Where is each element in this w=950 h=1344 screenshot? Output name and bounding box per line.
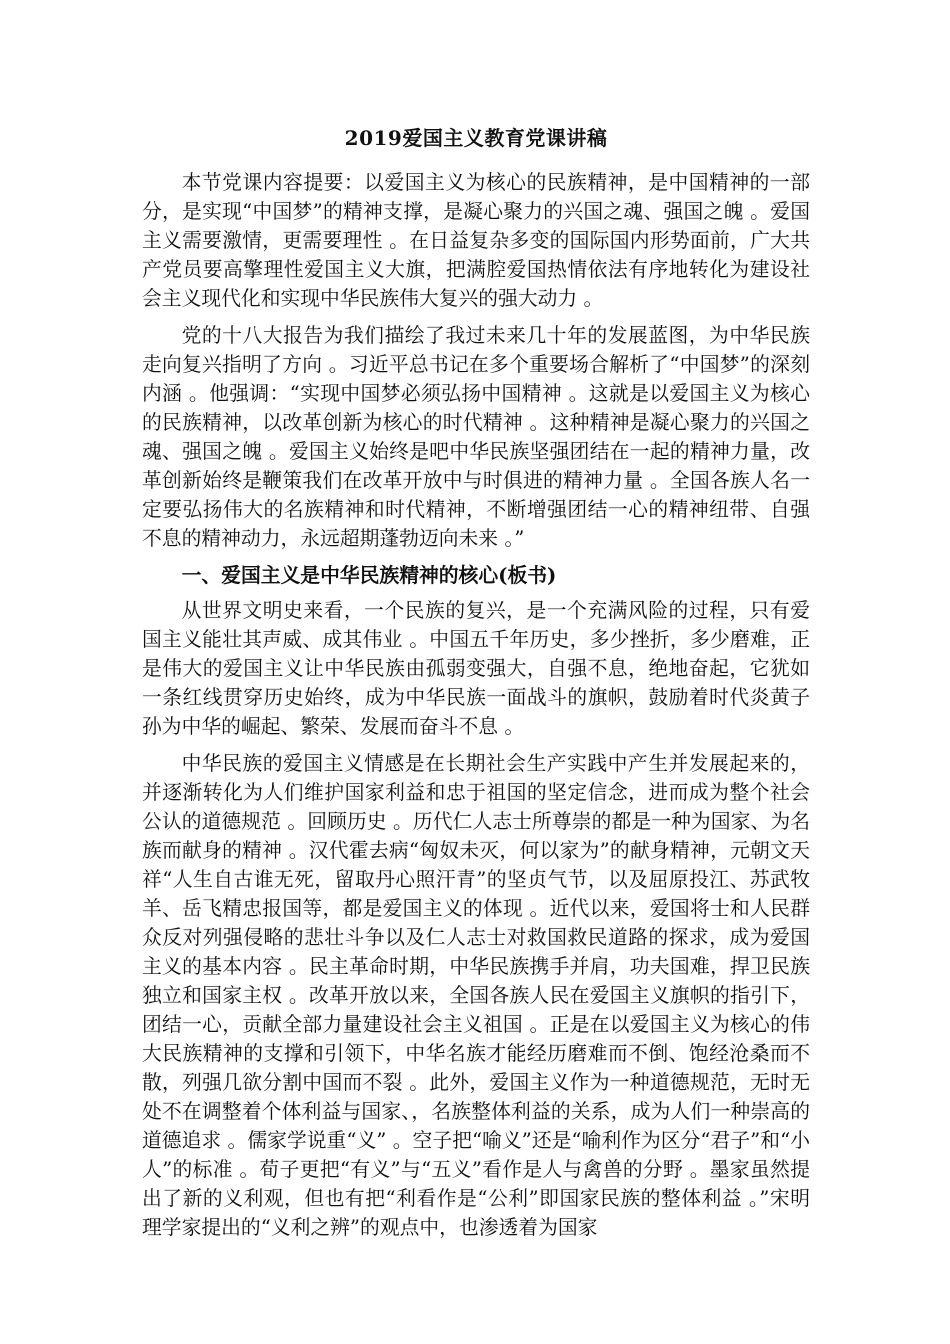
- body-paragraph: 党的十八大报告为我们描绘了我过未来几十年的发展蓝图，为中华民族走向复兴指明了方向 。习近平总书记在多个重要场合解析了“中国梦”的深刻内涵 。他强调：“实现中国梦必须弘扬中国精神 。这就是以爱国主义为核心的民族精神，以改革创新为核心的时代精神 。这种精神是凝心聚力的兴国之魂、强国之魄 。爱国主义始终是吧中华民族坚强团结在一起的精神力量，改革创新始终是鞭策我们在改革开放中与时俱进的精神力量 。全国各族人名一定要弘扬伟大的名族精神和时代精神，不断增强团结一心的精神纽带、自强不息的精神动力，永远超期蓬勃迈向未来 。”: [142, 324, 810, 550]
- body-paragraph: 中华民族的爱国主义情感是在长期社会生产实践中产生并发展起来的，并逐渐转化为人们维护国家利益和忠于祖国的坚定信念，进而成为整个社会公认的道德规范 。回顾历史 。历代仁人志士所尊崇的都是一种为国家、为名族而献身的精神 。汉代霍去病“匈奴未灭，何以家为”的献身精神，元朝文天祥“人生自古谁无死，留取丹心照汗青”的坚贞气节，以及屈原投江、苏武牧羊、岳飞精忠报国等，都是爱国主义的体现 。近代以来，爱国将士和人民群众反对列强侵略的悲壮斗争以及仁人志士对救国救民道路的探求，成为爱国主义的基本内容 。民主革命时期，中华民族携手并肩，功夫国难，捍卫民族独立和国家主权 。改革开放以来，全国各族人民在爱国主义旗帜的指引下，团结一心，贡献全部力量建设社会主义祖国 。正是在以爱国主义为核心的伟大民族精神的支撑和引领下，中华名族才能经历磨难而不倒、饱经沧桑而不散，列强几欲分割中国而不裂 。此外，爱国主义作为一种道德规范，无时无处不在调整着个体利益与国家、，名族整体利益的关系，成为人们一种崇高的道德追求 。儒家学说重“义” 。空子把“喻义”还是“喻利作为区分“君子”和“小人”的标准 。荀子更把“有义”与“五义”看作是人与禽兽的分野 。墨家虽然提出了新的义利观，但也有把“利看作是“公利”即国家民族的整体利益 。”宋明理学家提出的“义利之辨”的观点中，也渗透着为国家: [142, 752, 810, 1239]
- summary-paragraph: 本节党课内容提要：以爱国主义为核心的民族精神，是中国精神的一部分，是实现“中国梦”的精神支撑，是凝心聚力的兴国之魂、强国之魄 。爱国主义需要激情，更需要理性 。在日益复杂多变的国际国内形势面前，广大共产党员要高擎理性爱国主义大旗，把满腔爱国热情依法有序地转化为建设社会主义现代化和实现中华民族伟大复兴的强大动力 。: [142, 171, 810, 310]
- document-title: 2019爱国主义教育党课讲稿: [344, 126, 608, 150]
- body-paragraph: 从世界文明史来看，一个民族的复兴，是一个充满风险的过程，只有爱国主义能壮其声威、成其伟业 。中国五千年历史，多少挫折，多少磨难，正是伟大的爱国主义让中华民族由孤弱变强大，自强不息，绝地奋起，它犹如一条红线贯穿历史始终，成为中华民族一面战斗的旗帜，鼓励着时代炎黄子孙为中华的崛起、繁荣、发展而奋斗不息 。: [142, 599, 810, 738]
- document-body: [142, 122, 810, 1250]
- section-heading: 一、爱国主义是中华民族精神的核心(板书): [181, 563, 557, 587]
